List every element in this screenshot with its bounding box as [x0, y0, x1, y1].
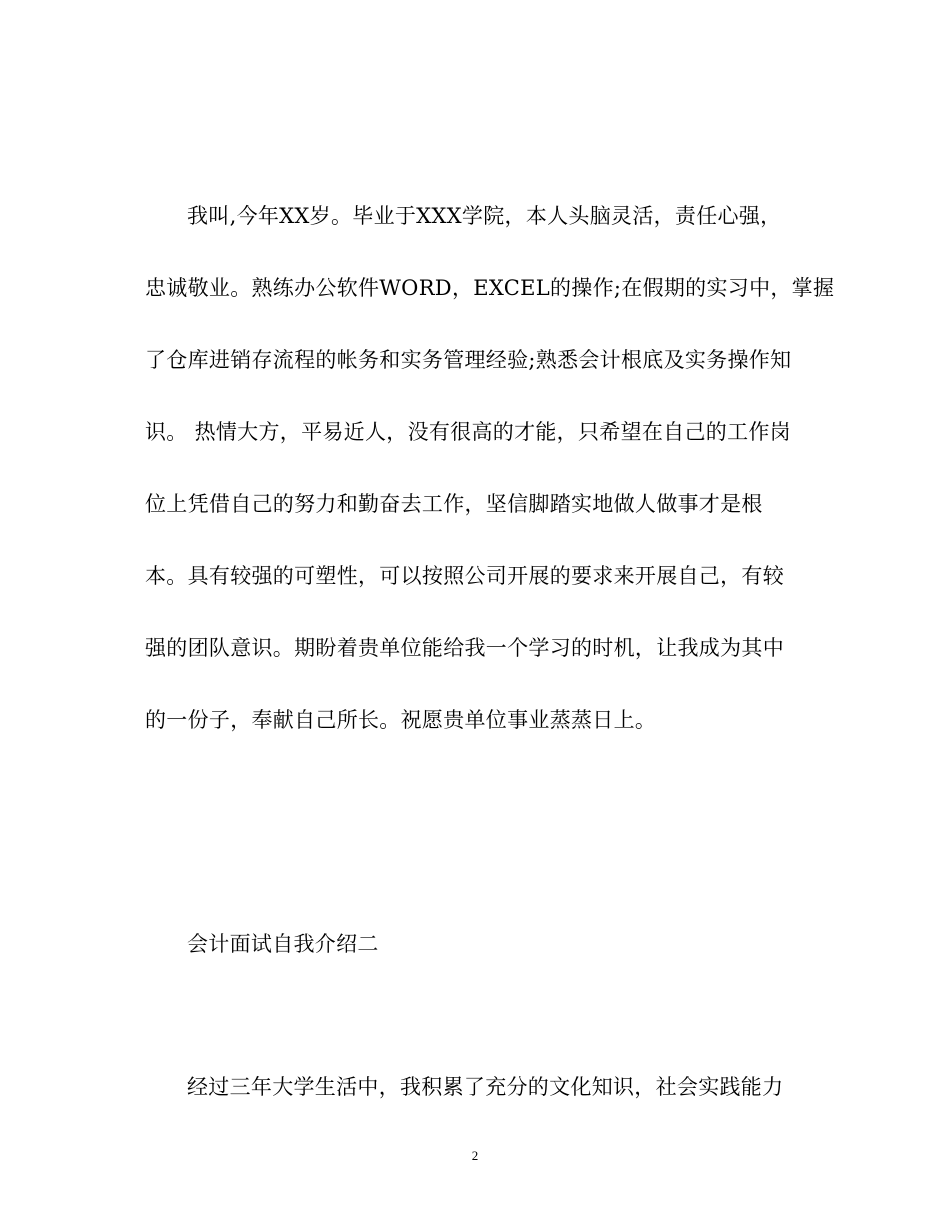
- paragraph-line: 识。 热情大方，平易近人，没有很高的才能，只希望在自己的工作岗: [145, 420, 791, 444]
- paragraph-line: 我叫,今年XX岁。毕业于XXX学院，本人头脑灵活，责任心强，: [187, 204, 782, 228]
- paragraph-line: 经过三年大学生活中，我积累了充分的文化知识，社会实践能力: [187, 1075, 784, 1099]
- paragraph-line: 位上凭借自己的努力和勤奋去工作，坚信脚踏实地做人做事才是根: [145, 492, 763, 516]
- paragraph-line: 的一份子，奉献自己所长。祝愿贵单位事业蒸蒸日上。: [145, 708, 657, 732]
- page-number: 2: [471, 1148, 479, 1163]
- section-heading: 会计面试自我介绍二: [187, 932, 379, 956]
- paragraph-line: 忠诚敬业。熟练办公软件WORD，EXCEL的操作;在假期的实习中，掌握: [145, 276, 835, 300]
- paragraph-line: 本。具有较强的可塑性，可以按照公司开展的要求来开展自己，有较: [145, 564, 784, 588]
- paragraph-line: 强的团队意识。期盼着贵单位能给我一个学习的时机，让我成为其中: [145, 636, 784, 660]
- paragraph-line: 了仓库进销存流程的帐务和实务管理经验;熟悉会计根底及实务操作知: [145, 348, 792, 372]
